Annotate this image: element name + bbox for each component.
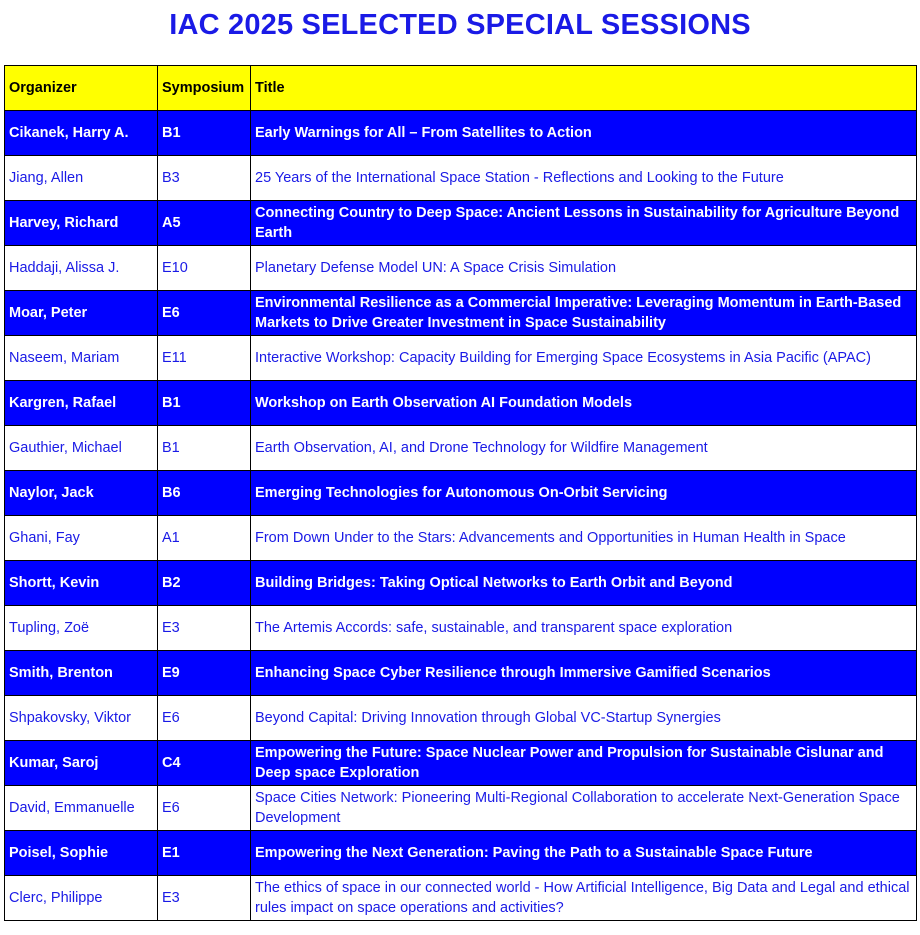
symposium-cell: E6 bbox=[158, 696, 251, 741]
title-cell: Environmental Resilience as a Commercial Imperative: Leveraging Momentum in Earth-Based Markets to Drive Greater Investment in Space Sustainability bbox=[251, 291, 917, 336]
table-row bbox=[5, 876, 917, 921]
symposium-cell: B1 bbox=[158, 111, 251, 156]
table-row bbox=[5, 111, 917, 156]
table-row bbox=[5, 696, 917, 741]
organizer-cell: Naseem, Mariam bbox=[5, 336, 158, 381]
title-cell: From Down Under to the Stars: Advancements and Opportunities in Human Health in Space bbox=[251, 516, 917, 561]
header-organizer: Organizer bbox=[5, 66, 158, 111]
symposium-cell: A1 bbox=[158, 516, 251, 561]
organizer-cell: Kargren, Rafael bbox=[5, 381, 158, 426]
table-row bbox=[5, 831, 917, 876]
organizer-cell: Cikanek, Harry A. bbox=[5, 111, 158, 156]
table-row bbox=[5, 741, 917, 786]
table-row bbox=[5, 651, 917, 696]
table-row bbox=[5, 246, 917, 291]
organizer-cell: Tupling, Zoë bbox=[5, 606, 158, 651]
table-row bbox=[5, 381, 917, 426]
table-row bbox=[5, 561, 917, 606]
symposium-cell: C4 bbox=[158, 741, 251, 786]
title-cell: Space Cities Network: Pioneering Multi-Regional Collaboration to accelerate Next-Generation Space Development bbox=[251, 786, 917, 831]
title-cell: Empowering the Future: Space Nuclear Power and Propulsion for Sustainable Cislunar and Deep space Exploration bbox=[251, 741, 917, 786]
table-row bbox=[5, 606, 917, 651]
organizer-cell: David, Emmanuelle bbox=[5, 786, 158, 831]
table-row bbox=[5, 516, 917, 561]
title-cell: The Artemis Accords: safe, sustainable, and transparent space exploration bbox=[251, 606, 917, 651]
organizer-cell: Clerc, Philippe bbox=[5, 876, 158, 921]
table-row bbox=[5, 471, 917, 516]
title-cell: Planetary Defense Model UN: A Space Crisis Simulation bbox=[251, 246, 917, 291]
table-row bbox=[5, 156, 917, 201]
organizer-cell: Poisel, Sophie bbox=[5, 831, 158, 876]
sessions-table bbox=[4, 65, 917, 921]
symposium-cell: E11 bbox=[158, 336, 251, 381]
symposium-cell: E3 bbox=[158, 606, 251, 651]
symposium-cell: E6 bbox=[158, 291, 251, 336]
title-cell: Earth Observation, AI, and Drone Technology for Wildfire Management bbox=[251, 426, 917, 471]
symposium-cell: E9 bbox=[158, 651, 251, 696]
organizer-cell: Shortt, Kevin bbox=[5, 561, 158, 606]
symposium-cell: B2 bbox=[158, 561, 251, 606]
table-row bbox=[5, 201, 917, 246]
organizer-cell: Jiang, Allen bbox=[5, 156, 158, 201]
title-cell: Workshop on Earth Observation AI Foundation Models bbox=[251, 381, 917, 426]
title-cell: The ethics of space in our connected world - How Artificial Intelligence, Big Data and Legal and ethical rules impact on space operations and activities? bbox=[251, 876, 917, 921]
title-cell: Connecting Country to Deep Space: Ancient Lessons in Sustainability for Agriculture Beyond Earth bbox=[251, 201, 917, 246]
symposium-cell: B1 bbox=[158, 426, 251, 471]
organizer-cell: Haddaji, Alissa J. bbox=[5, 246, 158, 291]
organizer-cell: Harvey, Richard bbox=[5, 201, 158, 246]
table-row bbox=[5, 336, 917, 381]
symposium-cell: B1 bbox=[158, 381, 251, 426]
title-cell: Early Warnings for All – From Satellites to Action bbox=[251, 111, 917, 156]
organizer-cell: Ghani, Fay bbox=[5, 516, 158, 561]
organizer-cell: Shpakovsky, Viktor bbox=[5, 696, 158, 741]
organizer-cell: Moar, Peter bbox=[5, 291, 158, 336]
symposium-cell: B3 bbox=[158, 156, 251, 201]
symposium-cell: E3 bbox=[158, 876, 251, 921]
organizer-cell: Smith, Brenton bbox=[5, 651, 158, 696]
title-cell: Enhancing Space Cyber Resilience through Immersive Gamified Scenarios bbox=[251, 651, 917, 696]
symposium-cell: E1 bbox=[158, 831, 251, 876]
table-row bbox=[5, 291, 917, 336]
symposium-cell: E6 bbox=[158, 786, 251, 831]
symposium-cell: A5 bbox=[158, 201, 251, 246]
title-cell: 25 Years of the International Space Station - Reflections and Looking to the Future bbox=[251, 156, 917, 201]
header-symposium: Symposium bbox=[158, 66, 251, 111]
title-cell: Empowering the Next Generation: Paving the Path to a Sustainable Space Future bbox=[251, 831, 917, 876]
organizer-cell: Gauthier, Michael bbox=[5, 426, 158, 471]
table-row bbox=[5, 786, 917, 831]
symposium-cell: E10 bbox=[158, 246, 251, 291]
title-cell: Beyond Capital: Driving Innovation through Global VC-Startup Synergies bbox=[251, 696, 917, 741]
organizer-cell: Naylor, Jack bbox=[5, 471, 158, 516]
table-header-row bbox=[5, 66, 917, 111]
page-title: IAC 2025 SELECTED SPECIAL SESSIONS bbox=[169, 9, 751, 41]
title-cell: Building Bridges: Taking Optical Networks to Earth Orbit and Beyond bbox=[251, 561, 917, 606]
title-cell: Interactive Workshop: Capacity Building for Emerging Space Ecosystems in Asia Pacific (APAC) bbox=[251, 336, 917, 381]
header-title: Title bbox=[251, 66, 917, 111]
table-body bbox=[5, 111, 917, 921]
symposium-cell: B6 bbox=[158, 471, 251, 516]
table-row bbox=[5, 426, 917, 471]
title-cell: Emerging Technologies for Autonomous On-Orbit Servicing bbox=[251, 471, 917, 516]
organizer-cell: Kumar, Saroj bbox=[5, 741, 158, 786]
